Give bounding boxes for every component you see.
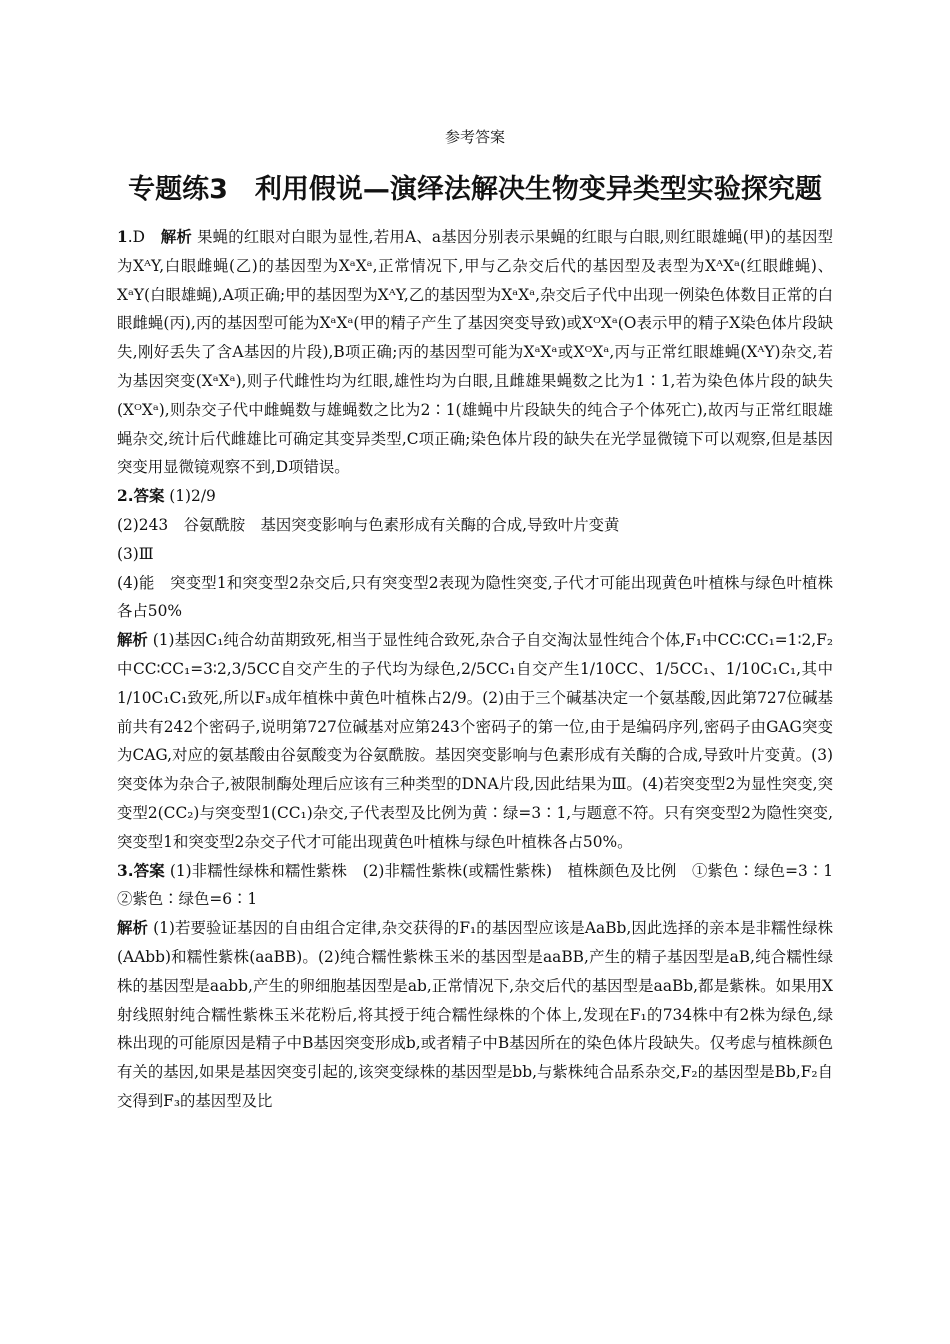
question-3-answer-label: .答案 <box>127 861 165 880</box>
question-3-explanation <box>117 914 833 1116</box>
question-1-explanation-label: 解析 <box>160 228 192 246</box>
section-header: 参考答案 <box>444 128 505 146</box>
question-1-answer: .D <box>127 228 161 246</box>
question-3-number: 3 <box>117 861 128 880</box>
question-2-explanation <box>117 626 833 856</box>
question-3-answer <box>117 857 849 915</box>
question-2-explanation-label: 解析 <box>117 631 148 650</box>
page-title: 专题练3 利用假说—演绎法解决生物变异类型实验探究题 <box>128 174 822 205</box>
question-1-number: 1 <box>117 228 128 246</box>
question-1-explanation <box>117 223 833 482</box>
question-3-explanation-label: 解析 <box>117 919 149 938</box>
answer-page <box>117 126 849 1116</box>
question-2-answer-part-1: (1)2/9 <box>164 487 216 506</box>
question-2-answer-part-4: (4)能 突变型1和突变型2杂交后,只有突变型2表现为隐性突变,子代才可能出现黄色叶植株与绿色叶植株各占50% <box>117 573 833 621</box>
question-2-answer-part-2: (2)243 谷氨酰胺 基因突变影响与色素形成有关酶的合成,导致叶片变黄 <box>117 515 620 534</box>
question-2-answer <box>117 482 833 511</box>
question-3-explanation-text: (1)若要验证基因的自由组合定律,杂交获得的F₁的基因型应该是AaBb,因此选择的亲本是非糯性绿株(AAbb)和糯性紫株(aaBB)。(2)纯合糯性紫株玉米的基因型是aaBB,产生的精子基因型是aB,纯合糯性绿株的基因型是aabb,产生的卵细胞基因型是ab,正常情况下,杂交后代的基因型是aaBb,都是紫株。如果用X射线照射纯合糯性紫株玉米花粉后,将其授于纯合糯性绿株的个体上,发现在F₁的734株中有2株为绿色,绿株出现的可能原因是精子中B基因突变形成b,或者精子中B基因所在的染色体片段缺失。仅考虑与植株颜色有关的基因,如果是基因突变引起的,该突变绿株的基因型是bb,与紫株纯合品系杂交,F₂的基因型是Bb,F₂自交得到F₃的基因型及比 <box>117 919 833 1110</box>
question-2-answer-part-3: (3)Ⅲ <box>117 544 154 563</box>
question-3-answer-text: (1)非糯性绿株和糯性紫株 (2)非糯性紫株(或糯性紫株) 植株颜色及比例 ①紫色∶绿色=3∶1 ②紫色∶绿色=6∶1 <box>117 861 849 909</box>
question-2-answer-label: .答案 <box>127 487 165 506</box>
question-2-explanation-text: (1)基因C₁纯合幼苗期致死,相当于显性纯合致死,杂合子自交淘汰显性纯合个体,F₁中CC∶CC₁=1∶2,F₂中CC∶CC₁=3∶2,3/5CC自交产生的子代均为绿色,2/5CC₁自交产生1/10CC、1/5CC₁、1/10C₁C₁,其中1/10C₁C₁致死,所以F₃成年植株中黄色叶植株占2/9。(2)由于三个碱基决定一个氨基酸,因此第727位碱基前共有242个密码子,说明第727位碱基对应第243个密码子的第一位,由于是编码序列,密码子由GAG突变为CAG,对应的氨基酸由谷氨酸变为谷氨酰胺。基因突变影响与色素形成有关酶的合成,导致叶片变黄。(3)突变体为杂合子,被限制酶处理后应该有三种类型的DNA片段,因此结果为Ⅲ。(4)若突变型2为显性突变,突变型2(CC₂)与突变型1(CC₁)杂交,子代表型及比例为黄∶绿=3∶1,与题意不符。只有突变型2为隐性突变,突变型1和突变型2杂交子代才可能出现黄色叶植株与绿色叶植株各占50%。 <box>117 631 833 851</box>
question-1-explanation-text: 果蝇的红眼对白眼为显性,若用A、a基因分别表示果蝇的红眼与白眼,则红眼雄蝇(甲)的基因型为XᴬY,白眼雌蝇(乙)的基因型为XᵃXᵃ,正常情况下,甲与乙杂交后代的基因型及表型为XᴬXᵃ(红眼雌蝇)、XᵃY(白眼雄蝇),A项正确;甲的基因型为XᴬY,乙的基因型为XᵃXᵃ,杂交后子代中出现一例染色体数目正常的白眼雌蝇(丙),丙的基因型可能为XᵃXᵃ(甲的精子产生了基因突变导致)或XᴼXᵃ(O表示甲的精子X染色体片段缺失,刚好丢失了含A基因的片段),B项正确;丙的基因型可能为XᵃXᵃ或XᴼXᵃ,丙与正常红眼雄蝇(XᴬY)杂交,若为基因突变(XᵃXᵃ),则子代雌性均为红眼,雄性均为白眼,且雌雄果蝇数之比为1∶1,若为染色体片段的缺失(XᴼXᵃ),则杂交子代中雌蝇数与雄蝇数之比为2∶1(雄蝇中片段缺失的纯合子个体死亡),故丙与正常红眼雄蝇杂交,统计后代雌雄比可确定其变异类型,C项正确;染色体片段的缺失在光学显微镜下可以观察,但是基因突变用显微镜观察不到,D项错误。 <box>117 228 833 477</box>
question-2-number: 2 <box>117 487 128 506</box>
